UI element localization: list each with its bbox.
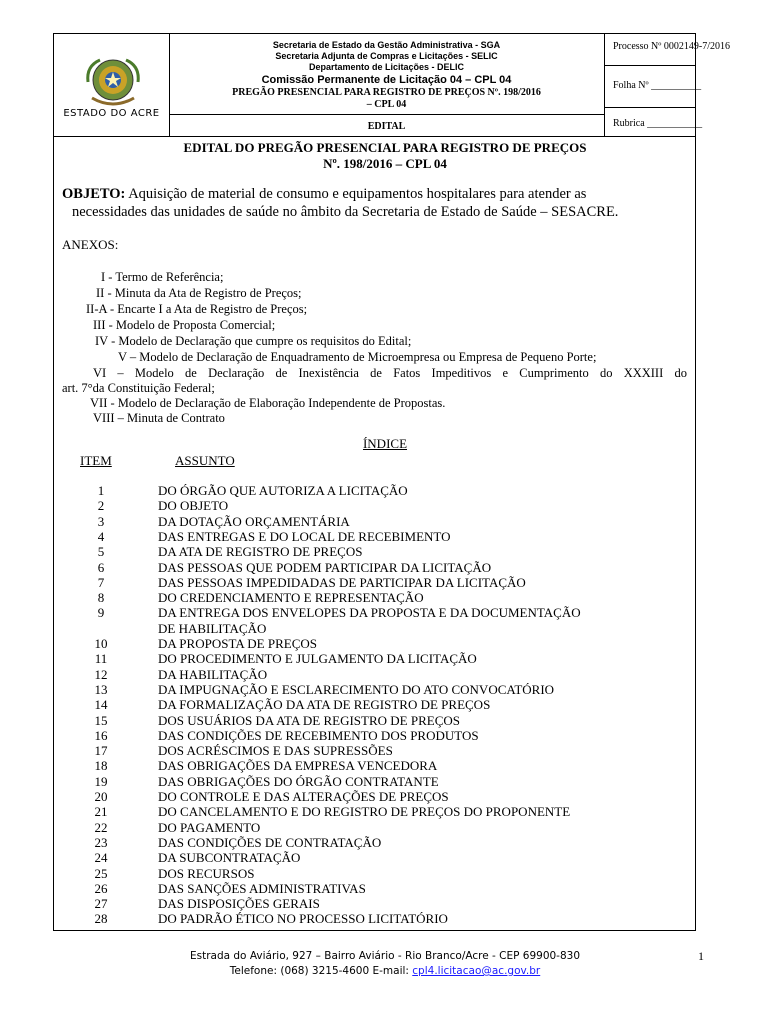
indice-item-subject: DO PAGAMENTO <box>158 820 261 835</box>
divider <box>605 107 696 108</box>
indice-item-subject: DAS PESSOAS QUE PODEM PARTICIPAR DA LICITAÇÃO <box>158 560 492 575</box>
indice-item-subject: DE HABILITAÇÃO <box>158 621 267 636</box>
indice-item-subject: DOS USUÁRIOS DA ATA DE REGISTRO DE PREÇOS <box>158 713 460 728</box>
indice-item-subject: DA PROPOSTA DE PREÇOS <box>158 636 317 651</box>
footer-contact <box>0 965 770 977</box>
selic-line: Secretaria Adjunta de Compras e Licitações - SELIC <box>275 51 498 61</box>
indice-item-subject: DA IMPUGNAÇÃO E ESCLARECIMENTO DO ATO CONVOCATÓRIO <box>158 682 555 697</box>
indice-item-number: 3 <box>97 514 105 529</box>
indice-item-number: 11 <box>94 651 108 666</box>
indice-item-subject: DAS OBRIGAÇÕES DA EMPRESA VENCEDORA <box>158 758 438 773</box>
indice-item-subject: DAS OBRIGAÇÕES DO ÓRGÃO CONTRATANTE <box>158 774 439 789</box>
anexos-label: ANEXOS: <box>62 237 119 252</box>
indice-item-subject: DA ENTREGA DOS ENVELOPES DA PROPOSTA E DA DOCUMENTAÇÃO <box>158 605 581 620</box>
indice-item-number: 26 <box>94 881 108 896</box>
processo-number: Processo Nº 0002149-7/2016 <box>613 41 730 52</box>
indice-item-subject: DAS CONDIÇÕES DE CONTRATAÇÃO <box>158 835 382 850</box>
indice-item-number: 10 <box>94 636 108 651</box>
pregao-heading <box>169 87 604 111</box>
indice-item-subject: DAS SANÇÕES ADMINISTRATIVAS <box>158 881 366 896</box>
indice-item-subject: DA DOTAÇÃO ORÇAMENTÁRIA <box>158 514 350 529</box>
indice-item-number: 8 <box>97 590 105 605</box>
anexo-item: V – Modelo de Declaração de Enquadramento de Microempresa ou Empresa de Pequeno Porte; <box>118 350 597 364</box>
delic-line: Departamento de Licitações - DELIC <box>308 62 465 72</box>
indice-item-subject: DO OBJETO <box>158 498 229 513</box>
indice-item-number: 21 <box>94 804 108 819</box>
indice-item-number: 1 <box>97 483 105 498</box>
indice-item-number: 20 <box>94 789 108 804</box>
indice-item-subject: DOS ACRÉSCIMOS E DAS SUPRESSÕES <box>158 743 393 758</box>
anexo-item: III - Modelo de Proposta Comercial; <box>93 318 276 332</box>
indice-item-number: 16 <box>94 728 108 743</box>
indice-item-number: 12 <box>94 667 108 682</box>
acre-coat-of-arms-icon <box>82 52 144 114</box>
pregao-line-1: PREGÃO PRESENCIAL PARA REGISTRO DE PREÇOS Nº. 198/2016 <box>232 87 541 98</box>
indice-col-assunto: ASSUNTO <box>175 453 235 468</box>
indice-item-number: 6 <box>97 560 105 575</box>
pregao-line-2: – CPL 04 <box>366 99 407 110</box>
indice-item-number: 5 <box>97 544 105 559</box>
divider <box>605 65 696 66</box>
indice-item-number: 2 <box>97 498 105 513</box>
indice-item-number: 18 <box>94 758 108 773</box>
sga-line: Secretaria de Estado da Gestão Administrativa - SGA <box>272 40 501 50</box>
page-number: 1 <box>698 949 704 963</box>
indice-item-number: 9 <box>97 605 105 620</box>
rubrica-field: Rubrica ___________ <box>613 118 703 129</box>
indice-title: ÍNDICE <box>362 436 408 451</box>
indice-item-subject: DO CANCELAMENTO E DO REGISTRO DE PREÇOS DO PROPONENTE <box>158 804 571 819</box>
objeto-text-1: Aquisição de material de consumo e equipamentos hospitalares para atender as <box>125 186 587 202</box>
footer-email-link[interactable]: cpl4.licitacao@ac.gov.br <box>412 965 541 977</box>
anexo-item-continuation: art. 7°da Constituição Federal; <box>62 381 215 395</box>
indice-item-subject: DAS DISPOSIÇÕES GERAIS <box>158 896 320 911</box>
header-table <box>53 33 730 137</box>
indice-item-subject: DO PROCEDIMENTO E JULGAMENTO DA LICITAÇÃO <box>158 651 477 666</box>
indice-item-subject: DO CONTROLE E DAS ALTERAÇÕES DE PREÇOS <box>158 789 449 804</box>
indice-item-subject: DA FORMALIZAÇÃO DA ATA DE REGISTRO DE PREÇOS <box>158 697 491 712</box>
anexo-item: VI – Modelo de Declaração de Inexistência de Fatos Impeditivos e Cumprimento do XXXIII do <box>93 366 687 380</box>
indice-item-subject: DAS CONDIÇÕES DE RECEBIMENTO DOS PRODUTOS <box>158 728 479 743</box>
indice-item-number: 14 <box>94 697 108 712</box>
indice-item-subject: DO CREDENCIAMENTO E REPRESENTAÇÃO <box>158 590 424 605</box>
header-institution-cell <box>169 34 605 136</box>
header-logo-cell <box>54 34 170 136</box>
indice-item-number: 22 <box>94 820 108 835</box>
indice-item-subject: DAS ENTREGAS E DO LOCAL DE RECEBIMENTO <box>158 529 451 544</box>
indice-item-number: 15 <box>94 713 108 728</box>
anexo-item: II-A - Encarte I a Ata de Registro de Preços; <box>86 302 308 316</box>
indice-item-subject: DOS RECURSOS <box>158 866 255 881</box>
anexo-item: I - Termo de Referência; <box>101 270 224 284</box>
footer-phone: Telefone: (068) 3215-4600 E-mail: <box>229 965 413 977</box>
anexo-item: VII - Modelo de Declaração de Elaboração Independente de Propostas. <box>90 396 446 410</box>
estado-label: ESTADO DO ACRE <box>63 108 160 119</box>
indice-item-number: 27 <box>94 896 108 911</box>
divider <box>169 114 604 115</box>
anexo-item: II - Minuta da Ata de Registro de Preços; <box>96 286 302 300</box>
folha-field: Folha Nº __________ <box>613 80 702 91</box>
indice-item-number: 13 <box>94 682 108 697</box>
document-title-line-2: Nº. 198/2016 – CPL 04 <box>323 156 447 171</box>
objeto-text-2: necessidades das unidades de saúde no âmbito da Secretaria de Estado de Saúde – SESACRE. <box>72 204 619 220</box>
indice-item-number: 28 <box>94 911 108 926</box>
document-title-line-1: EDITAL DO PREGÃO PRESENCIAL PARA REGISTRO DE PREÇOS <box>183 140 587 155</box>
edital-label: EDITAL <box>367 121 406 132</box>
anexo-item: VIII – Minuta de Contrato <box>93 411 225 425</box>
objeto-label: OBJETO: <box>62 186 126 202</box>
indice-item-number: 23 <box>94 835 108 850</box>
comissao-line: Comissão Permanente de Licitação 04 – CPL 04 <box>261 74 512 86</box>
indice-item-subject: DA HABILITAÇÃO <box>158 667 268 682</box>
header-process-cell <box>605 34 730 136</box>
indice-item-number: 24 <box>94 850 108 865</box>
indice-item-subject: DAS PESSOAS IMPEDIDADAS DE PARTICIPAR DA LICITAÇÃO <box>158 575 526 590</box>
indice-item-number: 25 <box>94 866 108 881</box>
objeto-paragraph <box>62 186 586 203</box>
indice-item-subject: DO PADRÃO ÉTICO NO PROCESSO LICITATÓRIO <box>158 911 448 926</box>
indice-item-number: 17 <box>94 743 108 758</box>
indice-item-number: 19 <box>94 774 108 789</box>
indice-item-subject: DO ÓRGÃO QUE AUTORIZA A LICITAÇÃO <box>158 483 408 498</box>
footer-address: Estrada do Aviário, 927 – Bairro Aviário - Rio Branco/Acre - CEP 69900-830 <box>189 950 581 962</box>
indice-item-number: 4 <box>97 529 105 544</box>
indice-item-subject: DA SUBCONTRATAÇÃO <box>158 850 301 865</box>
anexo-item: IV - Modelo de Declaração que cumpre os requisitos do Edital; <box>95 334 412 348</box>
indice-col-item: ITEM <box>80 453 112 468</box>
indice-item-number: 7 <box>97 575 105 590</box>
indice-item-subject: DA ATA DE REGISTRO DE PREÇOS <box>158 544 363 559</box>
